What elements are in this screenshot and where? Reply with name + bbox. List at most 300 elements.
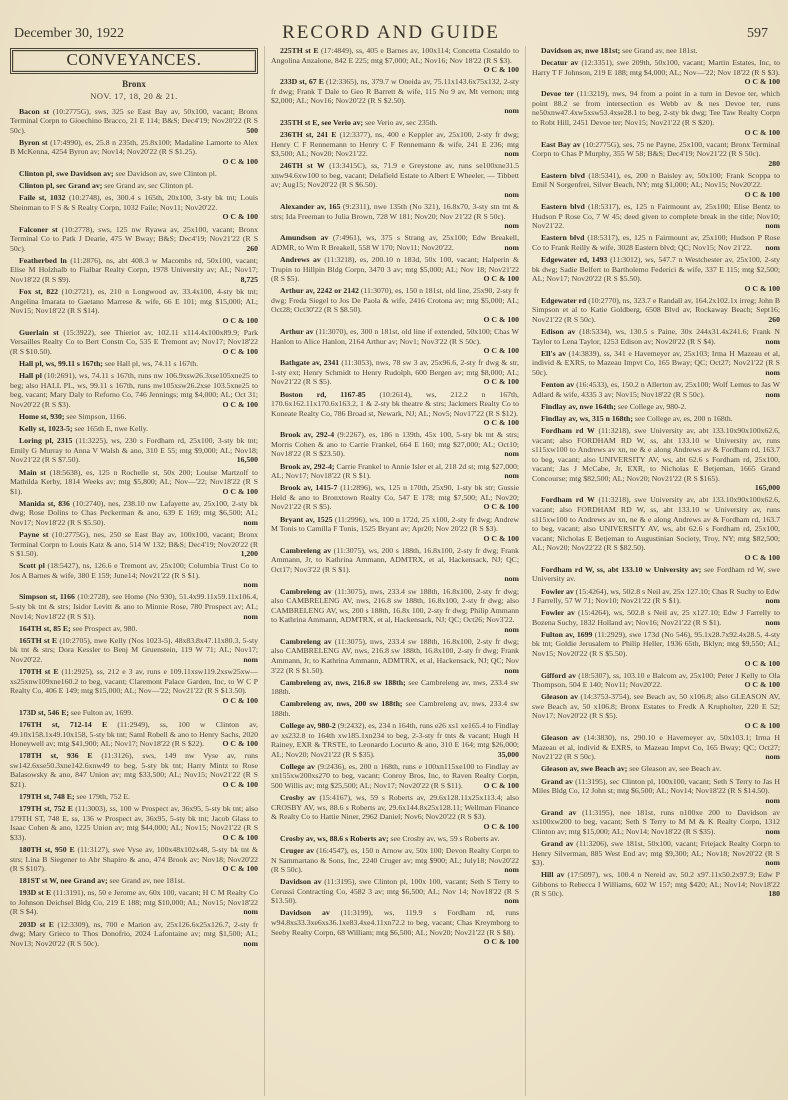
consideration-amount: nom: [765, 617, 780, 627]
conveyance-entry: [10, 667, 258, 705]
entry-text: (15:4264), ws, 502.8 s Neil av, 25 x127.10; Edw J Farrelly to Bozena Suchy, 1832 Holland av; Nov16; Nov21'22 (R S $1).: [532, 608, 780, 627]
entry-heading: Loring pl, 2315: [19, 436, 73, 446]
conveyance-entry: [10, 530, 258, 559]
consideration-amount: O C & 100: [744, 283, 780, 293]
conveyance-entry: [271, 546, 519, 584]
consideration-amount: nom: [243, 611, 258, 621]
conveyance-entry: [532, 255, 780, 293]
entry-heading: Cambreleng av: [280, 586, 332, 596]
consideration-amount: 260: [768, 314, 780, 324]
conveyance-entry: [10, 804, 258, 842]
consideration-amount: O C & 100: [483, 937, 519, 947]
conveyance-entry: [10, 225, 258, 254]
conveyance-entry: [271, 161, 519, 199]
section-title: CONVEYANCES.: [66, 50, 202, 69]
entry-text: see Crosby av, ws, 59 s Roberts av.: [390, 833, 500, 843]
conveyance-entry: [271, 762, 519, 791]
entry-text: (11:3003), ss, 100 w Prospect av, 36x95, 5-sty bk tnt; also 179TH ST, 748 E, ss, 136 w Prospect av, 36x95, 5-sty bk tnt; Jacob Glass to Isaac Cohen & ano, 1225 Union av; mtg $44,000; AL; Nov15; Nov21'22 (R S $33).: [10, 804, 258, 842]
conveyance-entry: [532, 426, 780, 493]
conveyance-entry: [532, 402, 780, 412]
entry-heading: 235TH st E, see Verio av;: [280, 118, 364, 128]
issue-date: December 30, 1922: [14, 26, 125, 41]
conveyance-entry: [532, 171, 780, 200]
entry-text: see Grand av, nee 181st.: [622, 46, 698, 55]
entry-heading: Davidson av, nwe 181st;: [541, 46, 621, 55]
entry-heading: Main st: [19, 467, 47, 477]
entry-heading: Crosby av: [280, 793, 316, 803]
consideration-amount: nom: [504, 105, 519, 115]
conveyance-entry: [271, 587, 519, 635]
entry-text: see 165th E, nwe Kelly.: [74, 424, 149, 434]
entry-heading: Hill av: [541, 870, 565, 880]
conveyance-entry: [532, 380, 780, 399]
entry-text: (11:3195), sec Clinton pl, 100x100, vacant; Seth S Terry to Jas H Miles Bldg Co, 12 John st; mtg $6,500; AL; Nov14; Nov18'22 (R S $14.50).: [532, 776, 780, 796]
consideration-amount: nom: [765, 596, 780, 606]
conveyance-entry: [10, 107, 258, 136]
consideration-amount: 35,000: [497, 749, 519, 759]
entry-heading: Bryant av, 1525: [280, 514, 333, 524]
entry-text: see Prospect av, 980.: [72, 623, 138, 633]
conveyance-entry: [10, 845, 258, 874]
consideration-amount: nom: [765, 752, 780, 762]
entry-text: see 179th, 752 E.: [76, 792, 131, 802]
entry-heading: Findlay av, ws, 315 n 168th;: [541, 413, 633, 423]
section-heading-box: [10, 48, 258, 74]
entry-text: (11:3199), ws, 119.9 s Fordham rd, runs w94.8xs33.3xe6xs36.1xe83.4xe4.11xn72.2 to beg, vacant; Chas Kreymborg to Seeby Realty Corpn, 68 William; mtg $6,500; AL; Nov20; Nov21'22 (R S $8).: [271, 908, 519, 937]
entry-text: (11:3195), swe Clinton pl, 100x 100, vacant; Seth S Terry to Cerussi Contracting Co, 4582 3 av; mtg $6,500; AL; Nov 14; Nov18'22 (R S $13.50).: [271, 877, 519, 906]
entry-heading: Cambreleng av, nws, 200 sw 188th;: [280, 699, 403, 709]
consideration-amount: O C & 100: [222, 832, 258, 842]
consideration-amount: nom: [504, 896, 519, 906]
entry-heading: Cambreleng av: [280, 545, 332, 555]
consideration-amount: nom: [765, 795, 780, 805]
entry-heading: Bacon st: [19, 106, 50, 116]
conveyance-entry: [532, 140, 780, 169]
conveyance-entry: [271, 327, 519, 356]
consideration-amount: 16,500: [236, 455, 258, 465]
consideration-amount: nom: [243, 580, 258, 590]
entry-text: (16:4533), es, 150.2 n Allerton av, 25x100; Wolf Lemus to Jas W Adlard & wife, 4335 3 av; Nov15; Nov18'22 (R S 50c).: [532, 380, 780, 399]
conveyance-entry: [271, 286, 519, 324]
consideration-amount: O C & 100: [222, 695, 258, 705]
entry-heading: Grand av: [541, 839, 574, 848]
entry-heading: 178TH st, 936 E: [19, 751, 93, 761]
entry-text: (11:3127), swe Vyse av, 100x48x102x48, 5-sty bk tnt & strs; Lina B Siegener to Abr Shapiro & ano, 474 Brook av; Nov18; Nov20'22 (R S $107).: [10, 844, 258, 874]
conveyance-entry: [10, 371, 258, 409]
conveyance-entry: [271, 908, 519, 946]
entry-text: (14:3839), ss, 341 e Havemeyer av, 25x103; Irma H Mazeau et al, individ & EXRS, to Mazeau Impvt Co, 165 Bway; QC; Oct27; Nov21'22 (R S 50c).: [532, 348, 780, 377]
entry-text: see Hall pl, ws, 74.11 s 167th.: [104, 359, 199, 369]
entry-text: (11:3206), swe 181st, 50x100, vacant; Friejack Realty Corpn to Henry Silverman, 885 West End av; mtg $9,300; AL; Nov18; Nov20'22 (R S $3).: [532, 839, 780, 868]
conveyance-entry: [271, 462, 519, 481]
consideration-amount: O C & 100: [483, 65, 519, 75]
conveyance-entry: [10, 876, 258, 886]
consideration-amount: nom: [765, 826, 780, 836]
borough-heading: Bronx: [122, 78, 146, 89]
consideration-amount: nom: [504, 865, 519, 875]
entry-text: (15:3922), see Thieriot av, 102.11 x114.4x100x89.9; Park Versailles Realty Co to Bert Constn Co, 535 E Tremont av; Nov17; Nov18'22 (R S $10.50).: [10, 327, 258, 356]
consideration-amount: nom: [504, 190, 519, 200]
consideration-amount: nom: [765, 336, 780, 346]
entry-heading: Clinton pl, swe Davidson av;: [19, 169, 114, 179]
entry-heading: Brook av, 292-4: [280, 430, 335, 440]
entry-text: (10:2728), see Home (No 930), 51.4x99.11x59.11x106.4, 5-sty bk tnt & strs; Isidor Levitt & ano to Minnie Rose, 780 Prospect av; AL; Nov14; Nov18'22 (R S $1).: [10, 592, 258, 621]
entry-heading: Eastern blvd: [541, 170, 585, 180]
entry-text: (11:3218), es, 200.10 n 183d, 50x 100, vacant; Halperin & Trupin to Hillpin Bldg Corpn, 3470 3 av; mtg $5,000; AL; Nov 18; Nov21'22 (R S $5).: [271, 255, 519, 284]
conveyance-entry: [532, 202, 780, 231]
entry-text: see Grand av, nee 181st.: [109, 876, 185, 886]
entry-text: (10:2705), nwe Kelly (Nos 1023-5), 48x83.8x47.11x80.3, 5-sty bk tnt & strs; Dora Kessler to Benj M Gruenstein, 119 W 71; AL; Nov17; Nov20'22.: [10, 635, 258, 664]
conveyance-entry: [532, 58, 780, 87]
entry-heading: Edgewater rd: [541, 295, 587, 305]
entry-heading: Guerlain st: [19, 327, 59, 337]
entry-heading: Kelly st, 1023-5;: [19, 424, 73, 434]
entry-text: (11:3219), nws, 94 from a point in a turn in Devoe ter, which point 88.2 se from intersection es Webb av & nes Devoe ter, runs ne50xnw47.4xw5xsw53.4xse28.1 to beg, 2-sty bk dwg; Tee Taw Realty Corpn to Robt Hill, 2451 Devoe ter; Nov15; Nov21'22 (R S $20).: [532, 89, 780, 128]
entry-text: (17:4849), ss, 405 e Barnes av, 100x114; Concetta Costaldo to Angolina Anzalone, 842 E 225; mtg $7,000; AL; Nov16; Nov 18'22 (R S $3).: [271, 46, 519, 65]
consideration-amount: O C & 100: [744, 127, 780, 137]
entry-heading: Davidson av: [280, 877, 322, 887]
entry-text: (11:3075), nws, 233.4 sw 188th, 16.8x100, 2-sty fr dwg; also CAMBRELENG AV, nws, 216.8 sw 188th, 16.8x100, 2-sty fr dwg; Frank Ammann, Jr, to Kathrina Ammann, ADMTRX, et al, Hackensack, NJ; QC; Nov 3'22 (R S $1.50).: [271, 636, 519, 675]
consideration-amount: nom: [243, 517, 258, 527]
entry-text: (11:3225), ws, 230 s Fordham rd, 25x100, 3-sty bk tnt; Emily G Murray to Anna V Walsh & ano, 310 E 55; mtg $9,000; AL; Nov18; Nov21'22 (R S $7.50).: [10, 436, 258, 465]
entry-heading: Cambreleng av: [280, 636, 332, 646]
consideration-amount: O C & 100: [483, 533, 519, 543]
conveyance-entry: [271, 358, 519, 387]
entry-heading: Amundson av: [280, 233, 329, 243]
publication-title: RECORD AND GUIDE: [282, 22, 500, 43]
consideration-amount: O C & 100: [483, 377, 519, 387]
entry-text: (11:3218), swe University av, abt 133.10x90x100x62.6, vacant; also FORDHAM RD W, ss, abt 133.10 w University av, runs s115xw100 to Andrews av xn, ne & e along Andrews av & Fordham rd, 163.7 to beg, vacant; also UNIVERSITY AV, ws, abt 62.6 s Fordham rd, 25x100, vacant; Jas J McCabe, Jr, EXR, to Nicholas E Betjeman, 1665 Grand Concourse; mtg $82,500; AL; Nov20; Nov21'22 (R S $165).: [532, 426, 780, 483]
entry-text: (14:3753-3754), see Beach av, 50 x106.8; also GLEASON AV, swe Beach av, 50 x106.8; Bronx Estates to Fredk A Krupholter, 220 E 52; Nov17; Nov20'22 (R S $5).: [532, 692, 780, 721]
entry-heading: Cruger av: [280, 845, 314, 855]
entry-heading: Home st, 930;: [19, 412, 65, 422]
consideration-amount: nom: [504, 221, 519, 231]
entry-text: (10:2775G), nes, 250 se East Bay av, 100x100, vacant; Bronx Terminal Corpn to Louis Katz & ano, 514 W 132; B&S; Dec4'19; Nov20'22 (R S $1.50).: [10, 530, 258, 559]
entry-heading: 176TH st, 712-14 E: [19, 720, 108, 730]
conveyance-entry: [532, 414, 780, 424]
entry-text: (18:5317), es, 125 n Fairmount av, 25x100; Hudson P Rose Co to Frank Reilly & wife, 3028 Eastern blvd; QC; Nov15; Nov 21'22.: [532, 233, 780, 252]
entry-text: see Gleason av, see Beach av.: [629, 764, 722, 774]
consideration-amount: O C & 100: [483, 821, 519, 831]
entry-text: (10:2775G), sws, 325 se East Bay av, 50x100, vacant; Bronx Terminal Corpn to Gioechino Bracco, 21 E 114; B&S; Dec4'19; Nov20'22 (R S 50c).: [10, 106, 258, 135]
entry-heading: 180TH st, 950 E: [19, 844, 75, 854]
entry-heading: Fordham rd W: [541, 495, 595, 505]
entry-heading: Fordham rd W: [541, 426, 595, 435]
conveyance-entry: [271, 390, 519, 428]
entry-text: (9:2267), es, 186 n 139th, 45x 100, 5-sty bk tnt & strs; Morris Cohen & ano to Carrie Frankel, 664 E 160; mtg $27,000; AL; Oct10; Nov18'22 (R S $23.50).: [271, 430, 519, 459]
entry-heading: Crosby av, ws, 88.6 s Roberts av;: [280, 833, 389, 843]
entry-heading: Cambreleng av, nws, 216.8 sw 188th;: [280, 677, 406, 687]
entry-text: (15:4167), ws, 59 s Roberts av, 29.6x128.11x25x113.4; also CROSBY AV, ws, 88.6 s Roberts av, 29.6x144.8x25x128.11; Wellman Finance & Realty Co to Hattie Niner, 2962 Daniel; Nov6; Nov20'22 (R S $3).: [271, 793, 519, 822]
entry-heading: Clinton pl, sec Grand av;: [19, 181, 103, 191]
entry-heading: 225TH st E: [280, 46, 319, 55]
consideration-amount: O C & 100: [744, 721, 780, 731]
entry-text: (13:3415C), ss, 71.9 e Greystone av, runs se100xne31.5 xnw94.6xw100 to beg, vacant; Delafield Estate to Albert E Wheeler, — Tibbett av; Aug15; Nov20'22 (R S $6.50).: [271, 161, 519, 190]
conveyance-entry: [532, 327, 780, 346]
consideration-amount: O C & 100: [744, 680, 780, 690]
conveyance-entry: [271, 793, 519, 831]
entry-text: (9:2432), es, 234 n 164th, runs e26 xs1 xe165.4 to Findlay av xs232.8 to 164th xw185.1xn234 to beg, 2-3-sty fr tnts & vacant; Hugh H Rainey, EXR & TRSTE, to Leonardo Locurto & ano, 310 E 164; mtg $26,000; AL; Nov20; Nov21'22 (R S $35).: [271, 721, 519, 759]
conveyance-entry: [271, 77, 519, 115]
conveyance-entry: [271, 46, 519, 75]
conveyance-entry: [271, 877, 519, 906]
entry-text: see Cambreleng av, nws, 233.4 sw 188th.: [271, 699, 519, 718]
page-number: 597: [747, 26, 768, 41]
conveyance-entry: [271, 202, 519, 231]
consideration-amount: nom: [504, 149, 519, 159]
conveyance-entry: [10, 708, 258, 718]
running-head: [14, 22, 768, 48]
entry-heading: Bathgate av, 2341: [280, 358, 340, 368]
entry-text: see College av, 980-2.: [617, 401, 687, 411]
entry-heading: Scott pl: [19, 561, 45, 571]
consideration-amount: nom: [765, 242, 780, 252]
entry-text: (17:5097), ws, 100.4 n Nereid av, 50.2 x97.11x50.2x97.9; Edw P Gibbons to Rebecca I Williams, 602 W 157; mtg $420; AL; Nov14; Nov18'22 (R S 50c).: [532, 870, 780, 899]
entry-text: (11:2949), ss, 100 w Clinton av, 49.10x158.1x49.10x158, 5-sty bk tnt; Saml Robell & ano to Henry Sachs, 2020 Honeywell av; mtg $41,900; AL; Nov17; Nov18'22 (R S $22).: [10, 720, 258, 749]
consideration-amount: nom: [243, 907, 258, 917]
consideration-amount: nom: [243, 654, 258, 664]
conveyance-entry: [271, 515, 519, 544]
entry-text: (10:2740), nes, 238.10 nw Lafayette av, 25x100, 2-sty bk dwg; Rose Dolins to Chas Peckerman & ano, 639 E 169; mtg $6,500; AL; Nov17; Nov18'22 (R S $5.50).: [10, 498, 258, 527]
entry-text: (11:3070), es, 300 n 181st, old line if extended, 50x100; Chas W Hanlon to Alice Hanlon, 2164 Arthur av; Nov1; Nov3'22 (R S 50c).: [271, 327, 519, 346]
entry-heading: Fulton av, 1699: [541, 629, 593, 639]
entry-list: [532, 46, 780, 899]
consideration-amount: 500: [246, 125, 258, 135]
entry-heading: 193D st E: [19, 888, 52, 898]
consideration-amount: O C & 100: [483, 346, 519, 356]
column-1: [10, 46, 258, 1096]
conveyance-entry: [10, 328, 258, 357]
entry-text: (12:3377), ns, 400 e Keppler av, 25x100, 2-sty fr dwg; Henry C F Rennemann to Henry C F Rennemann & wife, 241 E 236; mtg $3,500; AL; Nov20; Nov21'22.: [271, 130, 519, 159]
entry-text: see Verio av, sec 235th.: [365, 118, 438, 128]
consideration-amount: O C & 100: [222, 864, 258, 874]
conveyance-entry: [532, 839, 780, 868]
consideration-amount: nom: [504, 665, 519, 675]
entry-text: (18:5638), es, 125 n Rochelle st, 50x 200; Louise Martzolf to Mathilda Kerby, 1814 Weeks av; mtg $5,800; AL; Nov—'22; Nov18'22 (R S $1).: [10, 467, 258, 496]
entry-heading: Eastern blvd: [541, 202, 585, 212]
entry-text: Carrie Frankel to Annie Isler et al, 218 2d st; mtg $27,000; AL; Nov17; Nov18'22 (R S $1).: [271, 461, 519, 481]
entry-text: see Fordham rd W, swe University av.: [532, 564, 780, 584]
text-columns: [10, 46, 780, 1096]
entry-heading: College av: [280, 761, 315, 771]
conveyance-entry: [271, 430, 519, 459]
consideration-amount: O C & 100: [222, 315, 258, 325]
conveyance-entry: [532, 733, 780, 762]
consideration-amount: O C & 100: [222, 486, 258, 496]
date-range: NOV. 17, 18, 20 & 21.: [90, 91, 178, 102]
conveyance-entry: [271, 637, 519, 675]
conveyance-entry: [271, 483, 519, 512]
entry-heading: Edison av: [541, 327, 576, 337]
entry-heading: Hall pl: [19, 371, 42, 381]
entry-heading: Payne st: [19, 530, 49, 540]
entry-text: (17:4990), es, 25.8 n 235th, 25.8x100; Madaline Lamorte to Alex B McKenna, 4254 Byron av; Nov14; Nov20'22 (R S $1.25).: [10, 137, 258, 157]
entry-list: [271, 46, 519, 947]
consideration-amount: 1,200: [240, 549, 258, 559]
conveyance-entry: [10, 920, 258, 949]
entry-heading: Arthur av, 2242 or 2142: [280, 286, 359, 296]
entry-text: (11:3053), nws, 78 sw 3 av, 25x96.6, 2-sty fr dwg & str, 1-sty ext; Henry Schmidt to Henry Rudolph, 600 Bergen av; mtg $8,000; AL; Nov21'22 (R S $5).: [271, 358, 519, 387]
entry-heading: Featherbed ln: [19, 255, 67, 265]
conveyance-entry: [532, 870, 780, 899]
entry-text: (11:3126), sws, 149 nw Vyse av, runs sw142.6xse50.3xne142.6xnw49 to beg, 5-sty bk tnt; Harry Mintz to Rose Balasowsky & ano, 847 Union av; mtg $33,500; AL; Nov15; Nov21'22 (R S $21).: [10, 751, 258, 789]
conveyance-entry: [10, 359, 258, 369]
entry-heading: Faile st, 1032: [19, 193, 66, 203]
consideration-amount: nom: [765, 858, 780, 868]
entry-heading: Byron st: [19, 137, 48, 147]
entry-text: (9:2436), es, 200 n 168th, runs e 100xn115xe100 to Findlay av xn155xw200xs270 to beg, vacant; Conroy Bros, Inc, to Raven Realty Corpn, 500 Willis av; mtg $25,500; AL; Nov17; Nov20'22 (R S $11).: [271, 761, 519, 790]
entry-heading: Simpson st, 1166: [19, 592, 75, 602]
entry-text: (11:3218), swe University av, abt 133.10x90x100x62.6, vacant; also FORDHAM RD W, ss, abt 133.10 w University av, runs s115xw100 to Andrews av xn, ne & e along Andrews av & Fordham rd, 163.7 to beg, vacant; also UNIVERSITY AV, ws, abt 62.6 s Fordham rd, 25x100, vacant; Nicholas E Betjeman to Augustinian Society, Troy, NY; mtg $82,500; AL; Nov20; Nov22'22 (R S $82.50).: [532, 495, 780, 553]
entry-text: (11:3075), nws, 233.4 sw 188th, 16.8x100, 2-sty fr dwg; also CAMBRELENG AV, nws, 216.8 sw 188th, 16.8x100, 2-sty fr dwg; also CAMBRELENG AV, ws, 200 s 188th, 16.8x 100, 2-sty fr dwg; Philip Ammann to Kathrina Ammann, ADMTRX, et al, Hackensack, NJ; QC; Oct26; Nov3'22.: [271, 586, 519, 625]
entry-text: (12:3351), swe 209th, 50x100, vacant; Martin Estates, Inc, to Harry T F Johnson, 219 E 188; mtg $4,000; AL; Nov—'22; Nov 18'22 (R S $3).: [532, 58, 780, 77]
entry-text: (14:3830), ns, 290.10 e Havemeyer av, 50x103.1; Irma H Mazeau et al, individ & EXRS, to Mazeau Impvt Co, 165 Bway; QC; Oct27; Nov21'22 (R S 50c).: [532, 733, 780, 762]
conveyance-entry: [10, 169, 258, 179]
conveyance-entry: [10, 592, 258, 621]
conveyance-entry: [10, 138, 258, 167]
entry-heading: Falconer st: [19, 224, 58, 234]
consideration-amount: O C & 100: [483, 418, 519, 428]
consideration-amount: O C & 100: [222, 739, 258, 749]
entry-heading: Brook av, 1415-7: [280, 483, 338, 493]
consideration-amount: nom: [504, 471, 519, 481]
conveyance-entry: [532, 565, 780, 584]
entry-text: (10:2748), es, 300.4 s 165th, 20x100, 3-sty bk tnt; Louis Sheinman to F S & S Realty Corpn, 1032 Faile; Nov11; Nov20'22.: [10, 193, 258, 212]
entry-heading: Fordham rd W, ss, abt 133.10 w University av;: [541, 564, 702, 574]
entry-text: see Grand av, sec Clinton pl.: [104, 181, 194, 191]
entry-heading: Manida st, 836: [19, 498, 70, 508]
conveyance-entry: [532, 349, 780, 378]
entry-heading: Gifford av: [541, 670, 576, 680]
consideration-amount: nom: [765, 367, 780, 377]
conveyance-entry: [271, 846, 519, 875]
entry-heading: 165TH st E: [19, 635, 58, 645]
conveyance-entry: [532, 777, 780, 806]
entry-text: (10:2778), sws, 125 nw Ryawa av, 25x100, vacant; Bronx Terminal Co to Patk J Dearie, 475 W Bway; B&S; Dec4'19; Nov21'22 (R S 50c).: [10, 224, 258, 253]
conveyance-entry: [532, 296, 780, 325]
entry-heading: 203D st E: [19, 919, 54, 929]
entry-heading: Grand av: [541, 807, 577, 817]
entry-heading: Davidson av: [280, 908, 330, 918]
entry-text: (12:3309), ns, 700 e Marion av, 25x126.6x25x126.7, 2-sty fr dwg; Mary Grieco to Thos Donofrio, 2024 Lafontaine av; mtg $1,500; AL; Nov13; Nov20'22 (R S 50c).: [10, 919, 258, 948]
entry-heading: 236TH st, 241 E: [280, 130, 337, 140]
column-3: [525, 46, 780, 1096]
entry-heading: Fowler av: [541, 608, 575, 618]
conveyance-entry: [271, 130, 519, 159]
conveyance-entry: [10, 792, 258, 802]
conveyance-entry: [10, 751, 258, 789]
conveyance-entry: [532, 46, 780, 56]
consideration-amount: O C & 100: [222, 346, 258, 356]
entry-text: (15:4264), ws, 502.8 s Neil av, 25x 127.10; Chas R Suchy to Edw J Farrelly, 57 W 71; Nov10; Nov21'22 (R S $1).: [532, 586, 780, 606]
consideration-amount: O C & 100: [744, 552, 780, 562]
entry-heading: Ell's av: [541, 348, 566, 358]
conveyance-entry: [10, 624, 258, 634]
consideration-amount: 165,000: [754, 483, 780, 493]
conveyance-entry: [10, 561, 258, 590]
entry-text: (11:2996), ws, 100 n 172d, 25 x100, 2-sty fr dwg; Andrew M Tonis to Camilla F Tonis, 1525 Bryant av; Apr20; Nov 20'22 (R S $3).: [271, 514, 519, 534]
entry-heading: Brook av, 292-4;: [280, 461, 335, 471]
conveyance-entry: [271, 233, 519, 252]
entry-text: (10:2721), es, 210 n Longwood av, 33.4x100, 4-sty bk tnt; Angelina Imarata to Gaetano Marrese & wife, 66 E 101; mtg $15,000; AL; Nov15; Nov18'22 (R S $14).: [10, 287, 258, 316]
entry-text: (12:3365), ns, 379.7 w Oneida av, 75.11x143.6x75x132, 2-sty fr dwg; Frank T Dale to Geo R Barrett & wife, 115 No 9 av, Mt vernon; mtg $2,000; AL; Nov16; Nov20'22 (R S $2.50).: [271, 77, 519, 106]
entry-text: (11:3195), nee 181st, runs n100xe 200 to Davidson av xs100xw200 to beg, vacant; Seth S Terry to M M & K Realty Corpn, 1312 Clinton av; mtg $15,000; AL; Nov14; Nov18'22 (R S $35).: [532, 807, 780, 836]
conveyance-entry: [532, 89, 780, 137]
entry-heading: 179TH st, 752 E: [19, 804, 73, 814]
consideration-amount: O C & 100: [483, 314, 519, 324]
entry-text: (18:5341), es, 200 n Baisley av, 50x100; Frank Scoppa to Emil N Sorgenfrei, Silver Beach, NY; mtg $1,000; AL; Nov15; Nov20'22.: [532, 170, 780, 190]
entry-text: (10:2770), ns, 323.7 e Randall av, 164.2x102.1x irreg; John B Simpson et al to Katie Goldberg, 6508 Blvd av, Rockaway Beach; Sept16; Nov21'22 (R S 50c).: [532, 295, 780, 324]
conveyance-entry: [532, 764, 780, 774]
entry-heading: Edgewater rd, 1493: [541, 255, 608, 265]
entry-heading: 170TH st E: [19, 667, 59, 677]
consideration-amount: nom: [765, 389, 780, 399]
conveyance-entry: [271, 118, 519, 128]
entry-text: (11:3012), ws, 547.7 n Westchester av, 25x100, 2-sty bk dwg; Sadie Belfert to Bartholemo Federici & wife, 337 E 115; mtg $2,500; AL; Nov17; Nov20'22 (R S $5.50).: [532, 255, 780, 284]
conveyance-entry: [10, 412, 258, 422]
consideration-amount: O C & 100: [222, 399, 258, 409]
entry-text: see Fulton av, 1699.: [70, 707, 134, 717]
entry-heading: College av, 980-2: [280, 721, 336, 731]
conveyance-entry: [10, 720, 258, 749]
consideration-amount: nom: [504, 574, 519, 584]
entry-heading: Fox st, 822: [19, 287, 58, 297]
consideration-amount: 180: [768, 889, 780, 899]
entry-text: (11:2925), ss, 212 e 3 av, runs e 109.11xsw119.2xsw25xw—xs25xnw109xne160.2 to beg, vacant; Claremont Palace Garden, Inc, to W C P Realty Co, 406 E 149; mtg $15,000; AL; Nov—'22; Nov21'22 (R S $13.50).: [10, 667, 258, 696]
entry-text: (11:2876), ns, abt 408.3 w Macombs rd, 50x100, vacant; Elise M Holzhalb to Fialbar Realty Corpn, 1978 University av; AL; Nov17; Nov18'22 (R S $9).: [10, 255, 258, 284]
entry-text: (7:4961), ws, 375 s Strang av, 25x100; Edw Breakell, ADMR, to Wm R Breakell, 558 W 170; Nov11; Nov20'22.: [271, 233, 519, 252]
conveyance-entry: [532, 495, 780, 562]
entry-text: (10:2691), ws, 74.11 s 167th, runs nw 106.9xsw26.3xse105xne25 to beg; also HALL PL, ws, 99.11 s 167th, runs nw105xsw26.2xse 103.5xne25 to beg, vacant; Mary Daly to Reforno Co, 746 Jennings; mtg $4,000; AL; Oct 31; Nov20'22 (R S $3).: [10, 371, 258, 409]
conveyance-entry: [10, 888, 258, 917]
entry-heading: East Bay av: [541, 139, 581, 149]
conveyance-entry: [10, 193, 258, 222]
consideration-amount: nom: [243, 938, 258, 948]
entry-text: (11:2929), swe 173d (No 546), 95.1x28.7x92.4x28.5, 4-sty bk tnt; Goldie Jerusalem to Philip Heller, 1936 65th, Bklyn; mtg $9,550; AL; Nov15; Nov20'22 (R S $5.50).: [532, 629, 780, 658]
consideration-amount: O C & 100: [483, 780, 519, 790]
entry-heading: Andrews av: [280, 255, 321, 265]
consideration-amount: O C & 100: [744, 77, 780, 87]
entry-heading: Fenton av: [541, 380, 575, 390]
conveyance-entry: [532, 630, 780, 668]
entry-heading: Eastern blvd: [541, 233, 585, 243]
entry-heading: Gleason av: [541, 692, 578, 702]
entry-heading: Devoe ter: [541, 89, 574, 99]
consideration-amount: nom: [765, 221, 780, 231]
entry-text: (18:5307), ss, 103.10 e Balcom av, 25x100; Peter J Kelly to Ola Thompson, 504 E 140; Nov11; Nov20'22.: [532, 670, 780, 690]
entry-heading: Hall pl, ws, 99.11 s 167th;: [19, 359, 103, 369]
entry-text: (18:5427), ns, 126.6 e Tremont av, 25x100; Columbia Trust Co to Jos A Barnes & wife, 380 E 159; June14; Nov21'22 (R S $1).: [10, 561, 258, 580]
consideration-amount: nom: [504, 449, 519, 459]
conveyance-entry: [10, 181, 258, 191]
entry-heading: 181ST st W, nee Grand av;: [19, 876, 108, 886]
entry-heading: Arthur av: [280, 327, 314, 337]
entry-text: (18:5334), ws, 130.5 s Paine, 30x 244x31.4x241.6; Frank N Taylor to Lena Taylor, 1253 Edison av; Nov20'22 (R S $4).: [532, 327, 780, 346]
consideration-amount: O C & 100: [222, 212, 258, 222]
conveyance-entry: [10, 636, 258, 665]
entry-text: (10:2614), ws, 212.2 n 167th, 170.6x162.11x170.6x163.2, 1 & 2-sty bk theatre & strs; Jackmers Realty Co to Koneate Realty Co, 786 Broad st, Newark, NJ; AL; Nov5; Nov17'22 (R S $12).: [271, 389, 519, 418]
entry-heading: Decatur av: [541, 58, 579, 68]
entry-heading: Gleason av: [541, 733, 580, 743]
entry-heading: Gleason av, swe Beach av;: [541, 764, 628, 774]
entry-text: see Davidson av, swe Clinton pl.: [115, 169, 217, 179]
entry-text: (11:3075), ws, 200 s 188th, 16.8x100, 2-sty fr dwg; Frank Ammann, Jr, to Kathrina Ammann, ADMTRX, et al, Hackensack, NJ; QC; Oct17; Nov3'22 (R S $1).: [271, 545, 519, 574]
conveyance-entry: [10, 287, 258, 325]
entry-text: (10:2775G), ses, 75 ne Payne, 25x100, vacant; Bronx Terminal Corpn to Chas P Murphy, 355 W 58; B&S; Dec4'19; Nov21'22 (R S 50c).: [532, 139, 780, 159]
conveyance-entry: [10, 468, 258, 497]
entry-text: (18:5317), es, 125 n Fairmount av, 25x100; Elise Bentz to Hudson P Rose Co, 7 W 45; deed given to complete break in the title; Nov10; Nov21'22.: [532, 202, 780, 231]
entry-heading: Alexander av, 165: [280, 202, 341, 212]
